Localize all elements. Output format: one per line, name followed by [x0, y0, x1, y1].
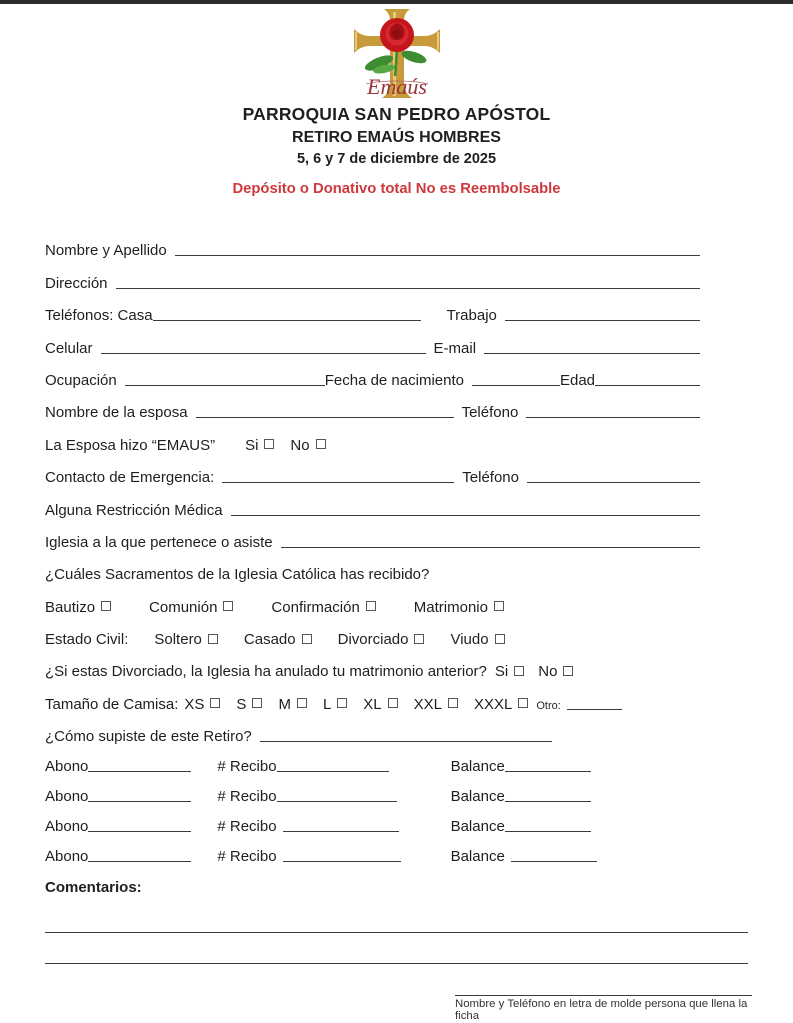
form-row-marital-status — [45, 616, 700, 648]
checkbox-annulment-no[interactable] — [563, 666, 573, 676]
birthdate-label: Fecha de nacimiento — [324, 371, 464, 389]
receipt-number-field-3[interactable] — [283, 831, 399, 832]
form-row-cell-email — [45, 324, 700, 356]
size-xl-label: XL — [363, 695, 382, 713]
payment-row-3 — [45, 805, 700, 835]
shirt-size-label: Tamaño de Camisa: — [45, 695, 179, 713]
checkbox-size-xs[interactable] — [210, 698, 220, 708]
form-row-medical — [45, 486, 700, 518]
form-row-name — [45, 227, 700, 259]
checkbox-size-xxxl[interactable] — [518, 698, 528, 708]
form-row-wife — [45, 389, 700, 421]
referral-question-label: ¿Cómo supiste de este Retiro? — [45, 728, 252, 746]
occupation-field[interactable] — [125, 385, 325, 386]
age-label: Edad — [559, 371, 596, 389]
emergency-phone-field[interactable] — [527, 482, 700, 483]
size-xs-label: XS — [184, 695, 205, 713]
cell-phone-field[interactable] — [101, 353, 426, 354]
size-m-label: M — [278, 695, 291, 713]
form-row-phones — [45, 292, 700, 324]
emergency-phone-label: Teléfono — [462, 469, 519, 487]
checkbox-married[interactable] — [302, 634, 312, 644]
balance-label: Balance — [450, 788, 505, 806]
form-row-sacraments-options — [45, 583, 700, 615]
checkbox-widowed[interactable] — [495, 634, 505, 644]
wife-emaus-label: La Esposa hizo “EMAUS” — [45, 436, 216, 454]
size-other-field[interactable] — [567, 709, 622, 710]
emergency-contact-label: Contacto de Emergencia: — [45, 469, 215, 487]
address-field[interactable] — [116, 288, 700, 289]
annulment-yes-label: Si — [494, 663, 509, 681]
receipt-label: # Recibo — [217, 758, 277, 776]
checkbox-divorced[interactable] — [414, 634, 424, 644]
balance-label: Balance — [450, 848, 505, 866]
payment-row-2 — [45, 775, 700, 805]
church-field[interactable] — [281, 547, 700, 548]
page-title: PARROQUIA SAN PEDRO APÓSTOL — [242, 104, 551, 124]
comments-line-2[interactable] — [45, 963, 748, 964]
receipt-label: # Recibo — [217, 788, 277, 806]
checkbox-size-xl[interactable] — [388, 698, 398, 708]
form-row-occupation — [45, 357, 700, 389]
checkbox-baptism[interactable] — [101, 601, 111, 611]
single-label: Soltero — [154, 631, 202, 649]
logo — [0, 6, 793, 102]
wife-phone-label: Teléfono — [461, 404, 519, 422]
checkbox-size-xxl[interactable] — [448, 698, 458, 708]
signature-block — [455, 995, 750, 1022]
checkbox-size-s[interactable] — [252, 698, 262, 708]
church-label: Iglesia a la que pertenece o asiste — [45, 533, 273, 551]
checkbox-communion[interactable] — [223, 601, 233, 611]
work-phone-field[interactable] — [505, 320, 700, 321]
baptism-label: Bautizo — [45, 598, 96, 616]
checkbox-size-l[interactable] — [337, 698, 347, 708]
payment-label: Abono — [45, 818, 89, 836]
address-label: Dirección — [45, 274, 108, 292]
annulment-no-label: No — [538, 663, 558, 681]
emergency-contact-field[interactable] — [222, 482, 454, 483]
checkbox-marriage[interactable] — [494, 601, 504, 611]
home-phone-label: Teléfonos: Casa — [45, 307, 153, 325]
wife-emaus-no-label: No — [290, 436, 310, 454]
age-field[interactable] — [595, 385, 700, 386]
divorced-label: Divorciado — [337, 631, 409, 649]
wife-name-field[interactable] — [196, 417, 454, 418]
scan-edge-artifact — [0, 0, 793, 4]
work-phone-label: Trabajo — [446, 307, 497, 325]
occupation-label: Ocupación — [45, 371, 117, 389]
checkbox-annulment-yes[interactable] — [514, 666, 524, 676]
balance-label: Balance — [450, 758, 505, 776]
deposit-notice: Depósito o Donativo total No es Reembolsable — [232, 181, 561, 197]
annulment-question-label: ¿Si estas Divorciado, la Iglesia ha anulado tu matrimonio anterior? — [45, 663, 487, 681]
receipt-number-field-1[interactable] — [277, 771, 389, 772]
married-label: Casado — [243, 631, 296, 649]
name-label: Nombre y Apellido — [45, 242, 167, 260]
wife-phone-field[interactable] — [526, 417, 700, 418]
form-row-sacraments-question — [45, 551, 700, 583]
form-row-address — [45, 259, 700, 291]
form-row-annulment — [45, 648, 700, 680]
checkbox-wife-emaus-yes[interactable] — [264, 439, 274, 449]
payment-label: Abono — [45, 848, 89, 866]
signature-field[interactable] — [455, 995, 752, 996]
size-l-label: L — [322, 695, 332, 713]
medical-restriction-label: Alguna Restricción Médica — [45, 501, 223, 519]
payment-row-4 — [45, 835, 700, 865]
communion-label: Comunión — [149, 598, 218, 616]
birthdate-field[interactable] — [472, 385, 560, 386]
header-titles — [0, 106, 793, 166]
payment-label: Abono — [45, 758, 89, 776]
event-dates: 5, 6 y 7 de diciembre de 2025 — [296, 150, 497, 167]
checkbox-single[interactable] — [208, 634, 218, 644]
form-row-emergency — [45, 454, 700, 486]
wife-name-label: Nombre de la esposa — [45, 404, 188, 422]
receipt-label: # Recibo — [217, 818, 277, 836]
balance-field-4[interactable] — [511, 861, 597, 862]
balance-field-3[interactable] — [505, 831, 591, 832]
form-row-shirt-size — [45, 680, 700, 712]
referral-field[interactable] — [260, 741, 552, 742]
receipt-label: # Recibo — [217, 848, 277, 866]
comments-heading — [45, 879, 700, 903]
receipt-number-field-4[interactable] — [283, 861, 401, 862]
cell-phone-label: Celular — [45, 339, 93, 357]
balance-label: Balance — [450, 818, 505, 836]
comments-line-1[interactable] — [45, 932, 748, 933]
email-label: E-mail — [433, 339, 477, 357]
balance-field-2[interactable] — [505, 801, 591, 802]
comments-label: Comentarios: — [45, 879, 142, 897]
form-row-referral — [45, 713, 700, 745]
size-s-label: S — [236, 695, 247, 713]
confirmation-label: Confirmación — [271, 598, 360, 616]
payment-row-1 — [45, 745, 700, 775]
payment-amount-field-2[interactable] — [88, 801, 191, 802]
page-subtitle: RETIRO EMAÚS HOMBRES — [292, 128, 501, 146]
checkbox-size-m[interactable] — [297, 698, 307, 708]
home-phone-field[interactable] — [153, 320, 421, 321]
size-xxxl-label: XXXL — [474, 695, 513, 713]
receipt-number-field-2[interactable] — [277, 801, 397, 802]
marriage-label: Matrimonio — [413, 598, 488, 616]
size-xxl-label: XXL — [413, 695, 442, 713]
signature-caption: Nombre y Teléfono en letra de molde persona que llena la ficha — [455, 998, 748, 1023]
payment-amount-field-1[interactable] — [88, 771, 191, 772]
marital-status-label: Estado Civil: — [45, 631, 129, 649]
medical-restriction-field[interactable] — [231, 515, 700, 516]
name-field[interactable] — [175, 255, 700, 256]
form-row-wife-emaus — [45, 421, 700, 453]
sacraments-question-label: ¿Cuáles Sacramentos de la Iglesia Católica has recibido? — [45, 566, 430, 584]
logo-script-text: Emaús — [366, 74, 427, 99]
balance-field-1[interactable] — [505, 771, 591, 772]
payment-label: Abono — [45, 788, 89, 806]
payment-amount-field-3[interactable] — [88, 831, 191, 832]
widowed-label: Viudo — [450, 631, 489, 649]
wife-emaus-yes-label: Si — [245, 436, 259, 454]
emaus-cross-rose-logo — [322, 6, 472, 102]
email-field[interactable] — [484, 353, 700, 354]
checkbox-confirmation[interactable] — [366, 601, 376, 611]
checkbox-wife-emaus-no[interactable] — [316, 439, 326, 449]
form-body — [45, 227, 748, 1023]
payment-amount-field-4[interactable] — [88, 861, 191, 862]
size-other-label: Otro: — [536, 699, 561, 712]
form-row-church — [45, 519, 700, 551]
